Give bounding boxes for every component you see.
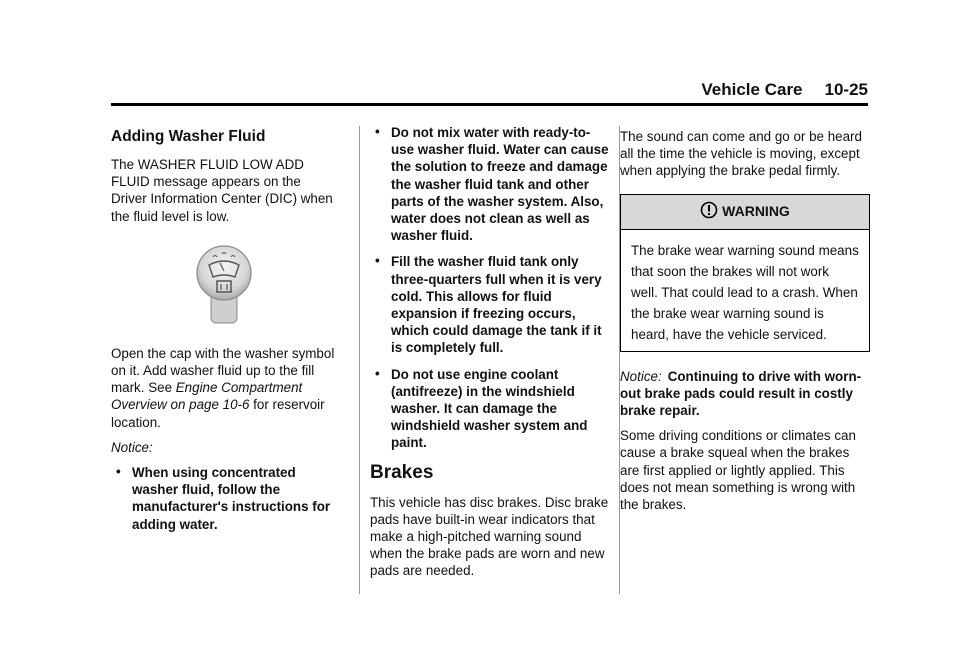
paragraph: The WASHER FLUID LOW ADD FLUID message appears on the Driver Information Center (DIC) when the fluid level is low. [111,157,333,224]
warning-text: The brake wear warning sound means that soon the brakes will not work well. That could lead to a crash. When the brake wear warning sound is heard, have the vehicle serviced. [631,242,859,342]
running-head [701,80,868,100]
column-divider [359,126,360,594]
warning-icon [700,201,718,223]
paragraph: Some driving conditions or climates can cause a brake squeal when the brakes are first applied or lightly applied. This does not mean something is wrong with the brakes. [620,428,856,513]
list-item: • Do not use engine coolant (antifreeze) in the windshield washer. It can damage the windshield washer system and paint. [375,365,588,451]
washer-fluid-cap-icon [111,243,337,331]
paragraph: This vehicle has disc brakes. Disc brake pads have built-in wear indicators that make a high-pitched warning sound when the brake pads are worn and new pads are needed. [370,494,609,579]
column-2 [370,124,610,588]
warning-box [620,194,870,352]
warning-title: WARNING [722,203,790,219]
list-item: • When using concentrated washer fluid, follow the manufacturer's instructions for adding water. [116,464,331,532]
list-item: • Do not mix water with ready-to-use washer fluid. Water can cause the solution to freeze and damage the washer fluid tank and other parts of the washer system. Also, water does not clean as well as washer fluid. [375,124,609,244]
notice-label: Notice: [111,439,153,455]
paragraph: The sound can come and go or be heard all the time the vehicle is moving, except when applying the brake pedal firmly. [620,129,862,179]
header-rule [111,103,868,106]
bullet-list [370,124,610,452]
paragraph: Open the cap with the washer symbol on it. Add washer fluid up to the fill mark. See Engine Compartment Overview on page 10-6 for reservoir location. [111,345,335,430]
subsection-heading: Adding Washer Fluid [111,128,266,145]
section-heading: Brakes [370,461,434,483]
bullet-list [111,464,337,533]
list-item: • Fill the washer fluid tank only three-quarters full when it is very cold. This allows for fluid expansion if freezing occurs, which could damage the tank if it is completely full. [375,253,602,356]
section-title: Vehicle Care [701,80,803,99]
warning-header [621,195,869,230]
column-1 [111,128,337,542]
notice: Notice: Continuing to drive with worn-out brake pads could result in costly brake repair. [620,368,862,419]
cross-reference-link[interactable]: Engine Compartment Overview on page 10-6 [111,380,303,413]
page-number: 10-25 [824,80,868,99]
column-3 [620,128,870,521]
